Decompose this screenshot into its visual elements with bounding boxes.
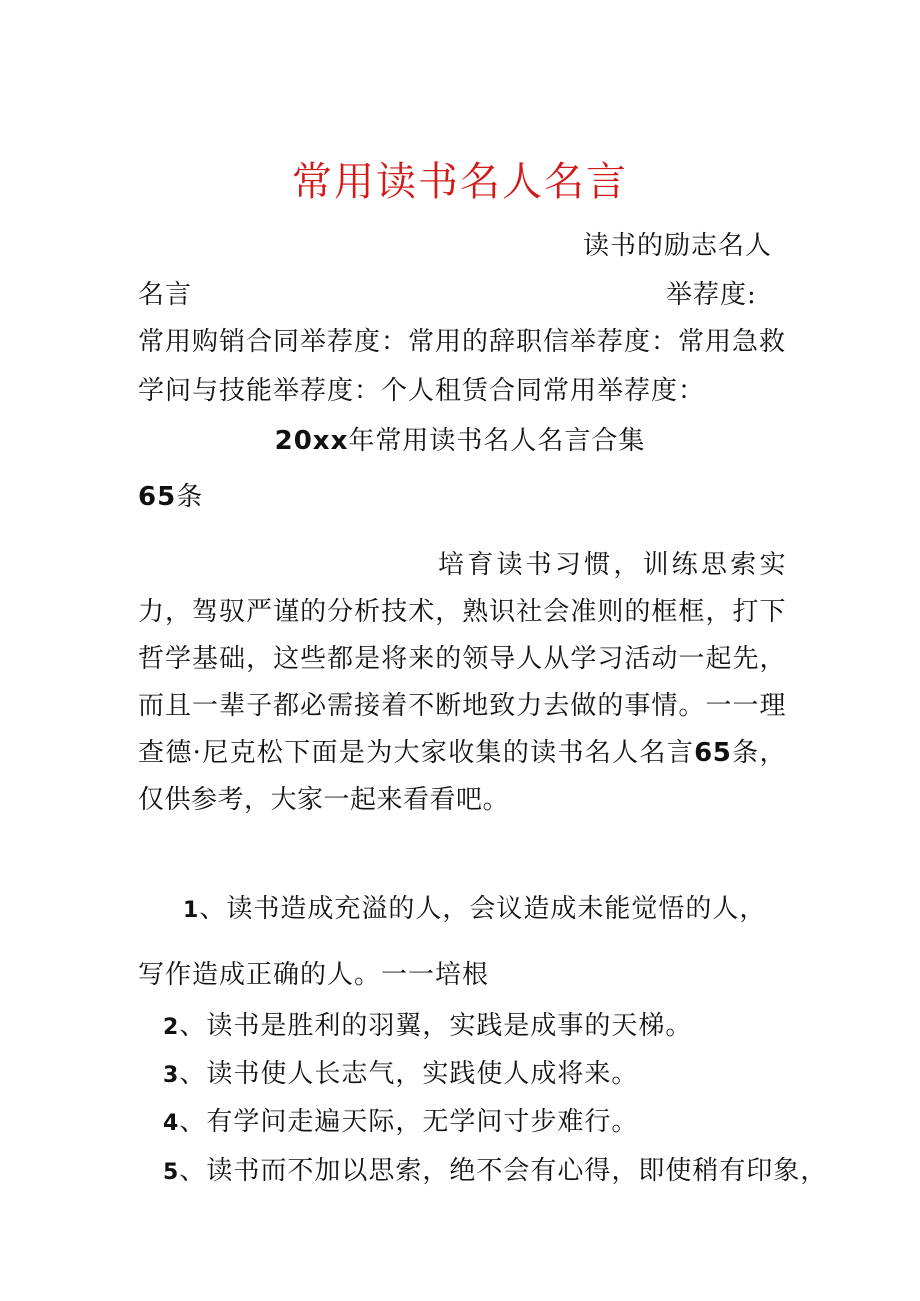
count-line bbox=[138, 476, 203, 513]
quote-text: 、读书造成充溢的人，会议造成未能觉悟的人， bbox=[199, 894, 767, 924]
intro-text-2: 条，仅供参考，大家一起来看看吧。 bbox=[138, 738, 786, 815]
quote-number: 3 bbox=[163, 1063, 180, 1088]
related-links-line-2: 学问与技能举荐度：个人租赁合同常用举荐度： bbox=[138, 376, 706, 406]
quote-number: 5 bbox=[163, 1160, 180, 1185]
quote-1 bbox=[183, 888, 766, 925]
quote-number: 4 bbox=[163, 1111, 180, 1136]
intro-text-1: 培育读书习惯，训练思索实力，驾驭严谨的分析技术，熟识社会准则的框框，打下哲学基础，这些都是将来的领导人从学习活动一起先，而且一辈子都必需接着不断地致力去做的事情。一一理查德·尼克松下面是为大家收集的读书名人名言 bbox=[138, 550, 786, 768]
quote-text: 、有学问走遍天际，无学问寸步难行。 bbox=[179, 1107, 639, 1137]
intro-count: 65 bbox=[694, 738, 732, 768]
subtitle-right: 读书的励志名人 bbox=[583, 231, 773, 261]
quote-number: 1 bbox=[183, 898, 200, 923]
quote-3 bbox=[163, 1053, 638, 1090]
line-mingyan: 名言 bbox=[138, 280, 193, 310]
collection-title bbox=[0, 420, 920, 457]
quote-text: 、读书而不加以思索，绝不会有心得，即使稍有印象， bbox=[179, 1156, 828, 1186]
quote-text: 、读书是胜利的羽翼，实践是成事的天梯。 bbox=[179, 1011, 693, 1041]
count-unit: 条 bbox=[176, 482, 204, 512]
intro-paragraph bbox=[138, 542, 786, 824]
document-title: 常用读书名人名言 bbox=[292, 159, 628, 205]
quote-1-continued: 写作造成正确的人。一一培根 bbox=[138, 960, 490, 990]
collection-title-text: 年常用读书名人名言合集 bbox=[348, 426, 646, 456]
quote-text: 、读书使人长志气，实践使人成将来。 bbox=[179, 1059, 639, 1089]
quote-number: 2 bbox=[163, 1015, 180, 1040]
line-jujiandu: 举荐度: bbox=[666, 280, 757, 310]
related-links-line-1: 常用购销合同举荐度：常用的辞职信举荐度：常用急救 bbox=[138, 327, 787, 357]
count-number: 65 bbox=[138, 482, 177, 512]
quote-4 bbox=[163, 1101, 638, 1138]
quote-2 bbox=[163, 1005, 692, 1042]
quote-5 bbox=[163, 1150, 827, 1187]
collection-year: 20xx bbox=[274, 426, 349, 456]
